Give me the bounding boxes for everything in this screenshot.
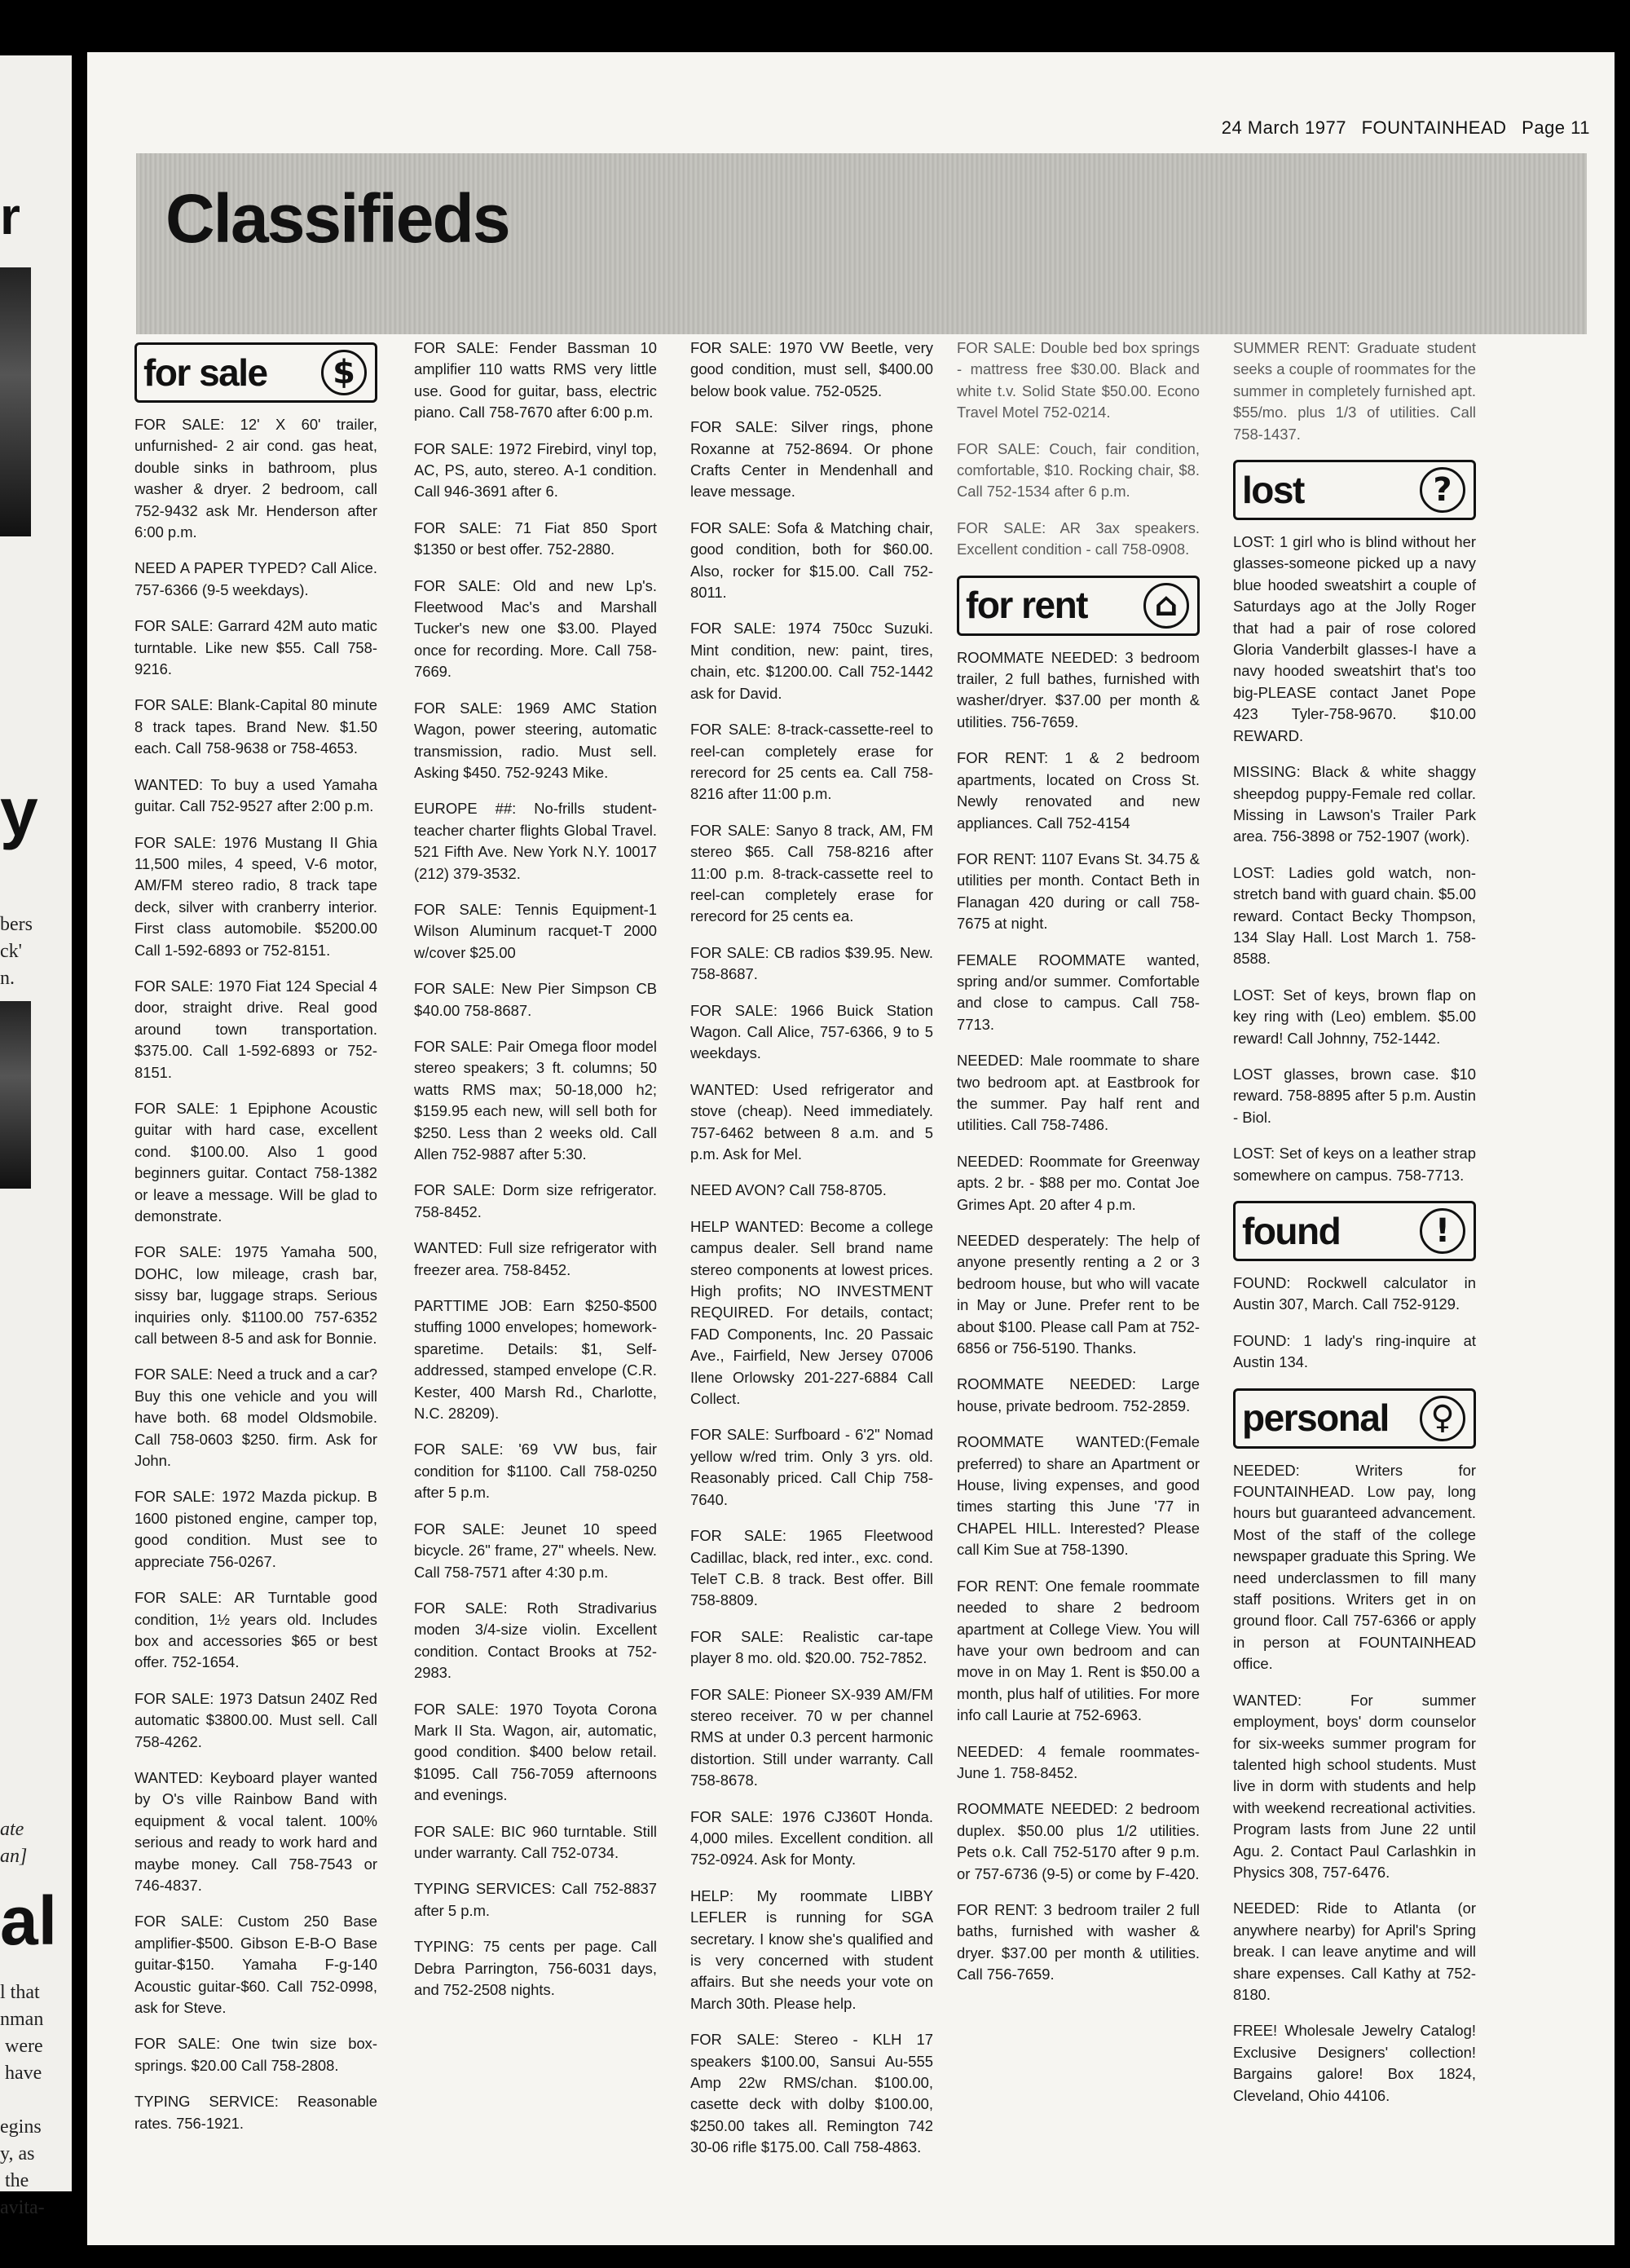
- classified-ad: FOR SALE: Sofa & Matching chair, good condition, both for $60.00. Also, rocker for $15.00. Call 752-8011.: [690, 518, 933, 602]
- classified-ad: FOR SALE: 1970 VW Beetle, very good condition, must sell, $400.00 below book value. 752-0525.: [690, 339, 933, 399]
- classified-ad: FOR SALE: Old and new Lp's. Fleetwood Mac's and Marshall Tucker's new one $3.00. Played once for recording. More. Call 758-7669.: [414, 576, 657, 681]
- classified-ad: NEEDED: Male roommate to share two bedroom apt. at Eastbrook for the summer. Pay half rent and utilities. Call 758-7486.: [957, 1052, 1200, 1134]
- classified-ad: WANTED: Full size refrigerator with freezer area. 758-8452.: [414, 1239, 657, 1278]
- neighbor-page-fragment: [0, 55, 72, 2218]
- classified-ad: FEMALE ROOMMATE wanted, spring and/or summer. Comfortable and close to campus. Call 758-7713.: [957, 951, 1200, 1033]
- column-5: [1233, 338, 1476, 2121]
- classified-ad: LOST: 1 girl who is blind without her glasses-someone picked up a navy blue hooded sweatshirt a couple of Saturdays ago at the Jolly Roger that had a pair of rose colored Gloria Vanderbilt glasses-I have a navy hooded sweatshirt that's too big-PLEASE contact Janet Pope 423 Tyler-758-9670. $10.00 REWARD.: [1233, 533, 1476, 744]
- column-4: [957, 338, 1200, 2001]
- page-title: Classifieds: [165, 180, 509, 257]
- column-2: [414, 338, 657, 2015]
- classified-ad: FOR SALE: Stereo - KLH 17 speakers $100.00, Sansui Au-555 Amp 22w RMS/chan. $100.00, casette deck with dolby $100.00, $250.00 takes all. Remington 742 30-06 rifle $175.00. Call 758-4863.: [690, 2031, 933, 2156]
- section-label: for sale: [143, 351, 267, 394]
- classified-ad: FOR SALE: CB radios $39.95. New. 758-8687.: [690, 943, 933, 983]
- classified-ad: EUROPE ##: No-frills student-teacher charter flights Global Travel. 521 Fifth Ave. New York N.Y. 10017 (212) 379-3532.: [414, 800, 657, 882]
- classified-ad: FOUND: 1 lady's ring-inquire at Austin 134.: [1233, 1331, 1476, 1371]
- classified-ad: FOR RENT: 1 & 2 bedroom apartments, located on Cross St. Newly renovated and new appliances. Call 752-4154: [957, 749, 1200, 832]
- classified-ad: FOR SALE: AR 3ax speakers. Excellent condition - call 758-0908.: [957, 518, 1200, 558]
- classified-ad: FOR SALE: Realistic car-tape player 8 mo. old. $20.00. 752-7852.: [690, 1627, 933, 1667]
- column-3: [690, 338, 933, 2173]
- neighbor-letter: y: [0, 774, 38, 850]
- classified-ad: LOST: Set of keys, brown flap on key ring with (Leo) emblem. $5.00 reward! Call Johnny, 752-1442.: [1233, 986, 1476, 1047]
- classified-ad: FOR RENT: 3 bedroom trailer 2 full baths, furnished with washer & dryer. $37.00 per month & utilities. Call 756-7659.: [957, 1900, 1200, 1983]
- exclamation-icon: !: [1420, 1208, 1465, 1254]
- newspaper-page: [87, 52, 1615, 2245]
- classified-ad: FOR SALE: BIC 960 turntable. Still under warranty. Call 752-0734.: [414, 1822, 657, 1861]
- classified-ad: WANTED: Used refrigerator and stove (cheap). Need immediately. 757-6462 between 8 a.m. and 5 p.m. Ask for Mel.: [690, 1080, 933, 1163]
- classified-ad: FOR SALE: Need a truck and a car? Buy this one vehicle and you will have both. 68 model Oldsmobile. Call 758-0603 $250. firm. Ask for John.: [134, 1366, 377, 1470]
- classified-ad: FOUND: Rockwell calculator in Austin 307, March. Call 752-9129.: [1233, 1274, 1476, 1313]
- classified-ad: FOR SALE: AR Turntable good condition, 1½ years old. Includes box and accessories $65 or best offer. 752-1654.: [134, 1589, 377, 1671]
- classified-ad: HELP: My roommate LIBBY LEFLER is running for SGA secretary. I know she's qualified and is very concerned with student affairs. But she needs your vote on March 30th. Please help.: [690, 1886, 933, 2012]
- classified-ad: NEED AVON? Call 758-8705.: [690, 1181, 887, 1199]
- classified-ad: FOR RENT: One female roommate needed to share 2 bedroom apartment at College View. You will have your own bedroom and can move in on May 1. Rent is $50.00 a month, plus half of utilities. For more info call Laurie at 752-6963.: [957, 1577, 1200, 1724]
- classified-ad: LOST: Set of keys on a leather strap somewhere on campus. 758-7713.: [1233, 1145, 1476, 1184]
- classified-ad: FOR SALE: 1 Epiphone Acoustic guitar with hard case, excellent cond. $100.00. Also 1 good beginners guitar. Contact 758-1382 or leave a message. Will be glad to demonstrate.: [134, 1099, 377, 1224]
- classified-ad: FOR SALE: 1976 CJ360T Honda. 4,000 miles. Excellent condition. all 752-0924. Ask for Monty.: [690, 1807, 933, 1869]
- classified-ad: FOR SALE: 1972 Mazda pickup. B 1600 pistoned engine, camper top, good condition. Must see to appreciate 756-0267.: [134, 1488, 377, 1570]
- person-icon: ♀: [1420, 1396, 1465, 1441]
- classified-ad: FOR SALE: Surfboard - 6'2" Nomad yellow w/red trim. Only 3 yrs. old. Reasonably priced. Call Chip 758-7640.: [690, 1426, 933, 1508]
- section-label: found: [1242, 1209, 1341, 1252]
- classified-ad: ROOMMATE NEEDED: 2 bedroom duplex. $50.00 plus 1/2 utilities. Pets o.k. Call 752-5170 after 9 p.m. or 757-6736 (9-5) or come by F-420.: [957, 1800, 1200, 1882]
- neighbor-text: ate an]: [0, 1819, 28, 1867]
- classified-ad: FOR SALE: Tennis Equipment-1 Wilson Aluminum racquet-T 2000 w/cover $25.00: [414, 900, 657, 961]
- classified-ad: FOR SALE: Garrard 42M auto matic turntable. Like new $55. Call 758-9216.: [134, 617, 377, 678]
- classified-ad: MISSING: Black & white shaggy sheepdog puppy-Female red collar. Missing in Lawson's Trailer Park area. 756-3898 or 752-1907 (work).: [1233, 763, 1476, 845]
- section-label: for rent: [966, 584, 1087, 627]
- for-sale-heading: [134, 342, 377, 403]
- classified-ad: NEEDED: Writers for FOUNTAINHEAD. Low pay, long hours but guaranteed advancement. Most of the staff of the college newspaper graduate this Spring. We need underclassmen to fill many staff positions. Writers get in on ground floor. Call 757-6366 or apply in person at FOUNTAINHEAD office.: [1233, 1461, 1476, 1673]
- classified-ad: NEEDED: Ride to Atlanta (or anywhere nearby) for April's Spring break. I can leave anytime and will share expenses. Call Kathy at 752-8180.: [1233, 1900, 1476, 2003]
- classified-ad: FOR SALE: 1965 Fleetwood Cadillac, black, red inter., exc. cond. TeleT C.B. 8 track. Best offer. Bill 758-8809.: [690, 1527, 933, 1609]
- page-header: [1212, 117, 1590, 139]
- classified-ad: ROOMMATE WANTED:(Female preferred) to share an Apartment or House, living expenses, and good times starting this June '77 in CHAPEL HILL. Interested? Please call Kim Sue at 758-1390.: [957, 1433, 1200, 1559]
- personal-heading: [1233, 1388, 1476, 1449]
- classified-ad: FOR SALE: 1975 Yamaha 500, DOHC, low mileage, crash bar, sissy bar, luggage straps. Serious inquiries only. $1100.00 757-6352 call between 8-5 and ask for Bonnie.: [134, 1243, 377, 1348]
- neighbor-text: l that nman were have egins y, as the avita-: [0, 1982, 45, 2218]
- classified-ad: FOR SALE: 12' X 60' trailer, unfurnished- 2 air cond. gas heat, double sinks in bathroom, plus washer & dryer. 2 bedroom, call 752-9432 ask Mr. Henderson after 6:00 p.m.: [134, 416, 377, 541]
- classified-ad: TYPING SERVICES: Call 752-8837 after 5 p.m.: [414, 1880, 657, 1919]
- classified-ad: FOR SALE: 71 Fiat 850 Sport $1350 or best offer. 752-2880.: [414, 518, 657, 558]
- classified-ad: WANTED: For summer employment, boys' dorm counselor for six-weeks summer program for talented high school students. Must live in dorm with students and help with weekend recreational activities. Program lasts from June 22 until Agu. 2. Contact Paul Carlashkin in Physics 308, 757-6476.: [1233, 1691, 1476, 1881]
- neighbor-letter: al: [0, 1882, 58, 1959]
- section-label: personal: [1242, 1397, 1389, 1440]
- classified-ad: FOR SALE: Blank-Capital 80 minute 8 track tapes. Brand New. $1.50 each. Call 758-9638 or 758-4653.: [134, 696, 377, 757]
- column-1: [134, 338, 377, 2149]
- classified-ad: FOR SALE: Couch, fair condition, comfortable, $10. Rocking chair, $8. Call 752-1534 after 6 p.m.: [957, 439, 1200, 501]
- classified-ad: ROOMMATE NEEDED: 3 bedroom trailer, 2 full bathes, furnished with washer/dryer. $37.00 per month & utilities. 756-7659.: [957, 648, 1200, 730]
- classified-ad: WANTED: Keyboard player wanted by O's ville Rainbow Band with equipment & vocal talent. 100% serious and ready to work hard and maybe money. Call 758-7543 or 746-4837.: [134, 1768, 377, 1894]
- classified-ad: FOR SALE: Custom 250 Base amplifier-$500. Gibson E-B-O Base guitar-$150. Yamaha F-g-140 Acoustic guitar-$60. Call 752-0998, ask for Steve.: [134, 1913, 377, 2016]
- classified-ad: LOST: Ladies gold watch, non-stretch band with guard chain. $5.00 reward. Contact Becky Thompson, 134 Slay Hall. Lost March 1. 758-8588.: [1233, 863, 1476, 968]
- classified-ad: FOR SALE: '69 VW bus, fair condition for $1100. Call 758-0250 after 5 p.m.: [414, 1441, 657, 1502]
- classified-ad: HELP WANTED: Become a college campus dealer. Sell brand name stereo components at lowest prices. High profits; NO INVESTMENT REQUIRED. For details, contact; FAD Components, Inc. 20 Passaic Ave., Fairfield, New Jersey 07006 Ilene Orlowsky 201-227-6884 Call Collect.: [690, 1217, 933, 1408]
- classified-ad: FOR SALE: Double bed box springs - mattress free $30.00. Black and white t.v. Solid State $50.00. Econo Travel Motel 752-0214.: [957, 339, 1200, 421]
- classified-ad: FOR SALE: 1966 Buick Station Wagon. Call Alice, 757-6366, 9 to 5 weekdays.: [690, 1001, 933, 1062]
- classified-ad: WANTED: To buy a used Yamaha guitar. Call 752-9527 after 2:00 p.m.: [134, 775, 377, 815]
- classified-ad: FREE! Wholesale Jewelry Catalog! Exclusive Designers' collection! Bargains galore! Box 1824, Cleveland, Ohio 44106.: [1233, 2022, 1476, 2104]
- neighbor-photo: [0, 1001, 31, 1189]
- house-icon: ⌂: [1143, 583, 1189, 629]
- classified-ad: PARTTIME JOB: Earn $250-$500 stuffing 1000 envelopes; homework-sparetime. Details: $1, Self-addressed, stamped envelope (C.R. Kester, 400 Marsh Rd., Charlotte, N.C. 28209).: [414, 1297, 657, 1423]
- classified-ad: TYPING: 75 cents per page. Call Debra Parrington, 756-6031 days, and 752-2508 nights.: [414, 1938, 657, 1998]
- lost-heading: [1233, 460, 1476, 520]
- found-heading: [1233, 1201, 1476, 1261]
- dollar-icon: $: [321, 350, 367, 395]
- classified-ad: FOR SALE: Pair Omega floor model stereo speakers; 3 ft. columns; 50 watts RMS max; 50-18,000 h2; $159.95 each new, will sell both for $250. Less than 2 weeks old. Call Allen 752-9887 after 5:30.: [414, 1037, 657, 1163]
- classified-ad: SUMMER RENT: Graduate student seeks a couple of roommates for the summer in completely furnished apt. $55/mo. plus 1/3 of utilities. Call 758-1437.: [1233, 339, 1476, 443]
- classified-ad: FOR RENT: 1107 Evans St. 34.75 & utilities per month. Contact Beth in Flanagan 420 during or call 758-7675 at night.: [957, 849, 1200, 933]
- neighbor-letter: r: [0, 187, 20, 245]
- classified-ad: LOST glasses, brown case. $10 reward. 758-8895 after 5 p.m. Austin - Biol.: [1233, 1065, 1476, 1126]
- neighbor-text: bers ck' n.: [0, 914, 33, 989]
- classified-ad: FOR SALE: One twin size box-springs. $20.00 Call 758-2808.: [134, 2035, 377, 2074]
- classified-ad: FOR SALE: 1970 Toyota Corona Mark II Sta. Wagon, air, automatic, good condition. $400 below retail. $1095. Call 756-7059 afternoons and evenings.: [414, 1700, 657, 1804]
- classified-ad: FOR SALE: 1972 Firebird, vinyl top, AC, PS, auto, stereo. A-1 condition. Call 946-3691 after 6.: [414, 439, 657, 501]
- classified-ad: NEED A PAPER TYPED? Call Alice. 757-6366 (9-5 weekdays).: [134, 559, 377, 598]
- classified-ad: NEEDED: 4 female roommates-June 1. 758-8452.: [957, 1742, 1200, 1781]
- classified-ad: FOR SALE: Dorm size refrigerator. 758-8452.: [414, 1181, 657, 1220]
- question-mark-icon: ?: [1420, 467, 1465, 513]
- classified-ad: FOR SALE: Silver rings, phone Roxanne at 752-8694. Or phone Crafts Center in Mendenhall and leave message.: [690, 418, 933, 501]
- classified-ad: FOR SALE: 1970 Fiat 124 Special 4 door, straight drive. Real good around town transportation. $375.00. Call 1-592-6893 or 752-8151.: [134, 977, 377, 1081]
- page-number: Page 11: [1522, 117, 1590, 138]
- section-label: lost: [1242, 468, 1304, 511]
- classified-ad: NEEDED desperately: The help of anyone presently renting a 2 or 3 bedroom house, but who will vacate in May or June. Prefer rent to be about $100. Please call Pam at 752-6856 or 756-5190. Thanks.: [957, 1232, 1200, 1357]
- issue-date: 24 March 1977: [1221, 117, 1346, 138]
- publication-name: FOUNTAINHEAD: [1361, 117, 1507, 138]
- classified-ad: FOR SALE: Sanyo 8 track, AM, FM stereo $65. Call 758-8216 after 11:00 p.m. 8-track-cassette reel to reel-can completely erase for rerecord for 25 cents ea.: [690, 821, 933, 925]
- classified-ad: FOR SALE: 1973 Datsun 240Z Red automatic $3800.00. Must sell. Call 758-4262.: [134, 1689, 377, 1750]
- for-rent-heading: [957, 576, 1200, 636]
- classified-ad: FOR SALE: Roth Stradivarius moden 3/4-size violin. Excellent condition. Contact Brooks at 752-2983.: [414, 1599, 657, 1682]
- classified-ad: FOR SALE: 1976 Mustang II Ghia 11,500 miles, 4 speed, V-6 motor, AM/FM stereo radio, 8 track tape deck, silver with cranberry interior. First class automobile. $5200.00 Call 1-592-6893 or 752-8151.: [134, 833, 377, 959]
- classified-ad: FOR SALE: Jeunet 10 speed bicycle. 26" frame, 27" wheels. New. Call 758-7571 after 4:30 p.m.: [414, 1520, 657, 1581]
- classified-ad: TYPING SERVICE: Reasonable rates. 756-1921.: [134, 2093, 377, 2132]
- classified-ad: FOR SALE: Pioneer SX-939 AM/FM stereo receiver. 70 w per channel RMS at under 0.3 percent harmonic distortion. Still under warranty. Call 758-8678.: [690, 1685, 933, 1789]
- classified-ad: NEEDED: Roommate for Greenway apts. 2 br. - $88 per mo. Contat Joe Grimes Apt. 20 after 4 p.m.: [957, 1152, 1200, 1213]
- neighbor-photo: [0, 267, 31, 536]
- classified-ad: ROOMMATE NEEDED: Large house, private bedroom. 752-2859.: [957, 1375, 1200, 1414]
- classified-ad: FOR SALE: New Pier Simpson CB $40.00 758-8687.: [414, 980, 657, 1019]
- classified-ad: FOR SALE: 1974 750cc Suzuki. Mint condition, new: paint, tires, chain, etc. $1200.00. Call 752-1442 ask for David.: [690, 620, 933, 702]
- classified-ad: FOR SALE: 8-track-cassette-reel to reel-can completely erase for rerecord for 25 cents ea. Call 758-8216 after 11:00 p.m.: [690, 721, 933, 803]
- classified-ad: FOR SALE: 1969 AMC Station Wagon, power steering, automatic transmission, radio. Must sell. Asking $450. 752-9243 Mike.: [414, 699, 657, 781]
- classified-ad: FOR SALE: Fender Bassman 10 amplifier 110 watts RMS very little use. Good for guitar, bass, electric piano. Call 758-7670 after 6:00 p.m.: [414, 339, 657, 421]
